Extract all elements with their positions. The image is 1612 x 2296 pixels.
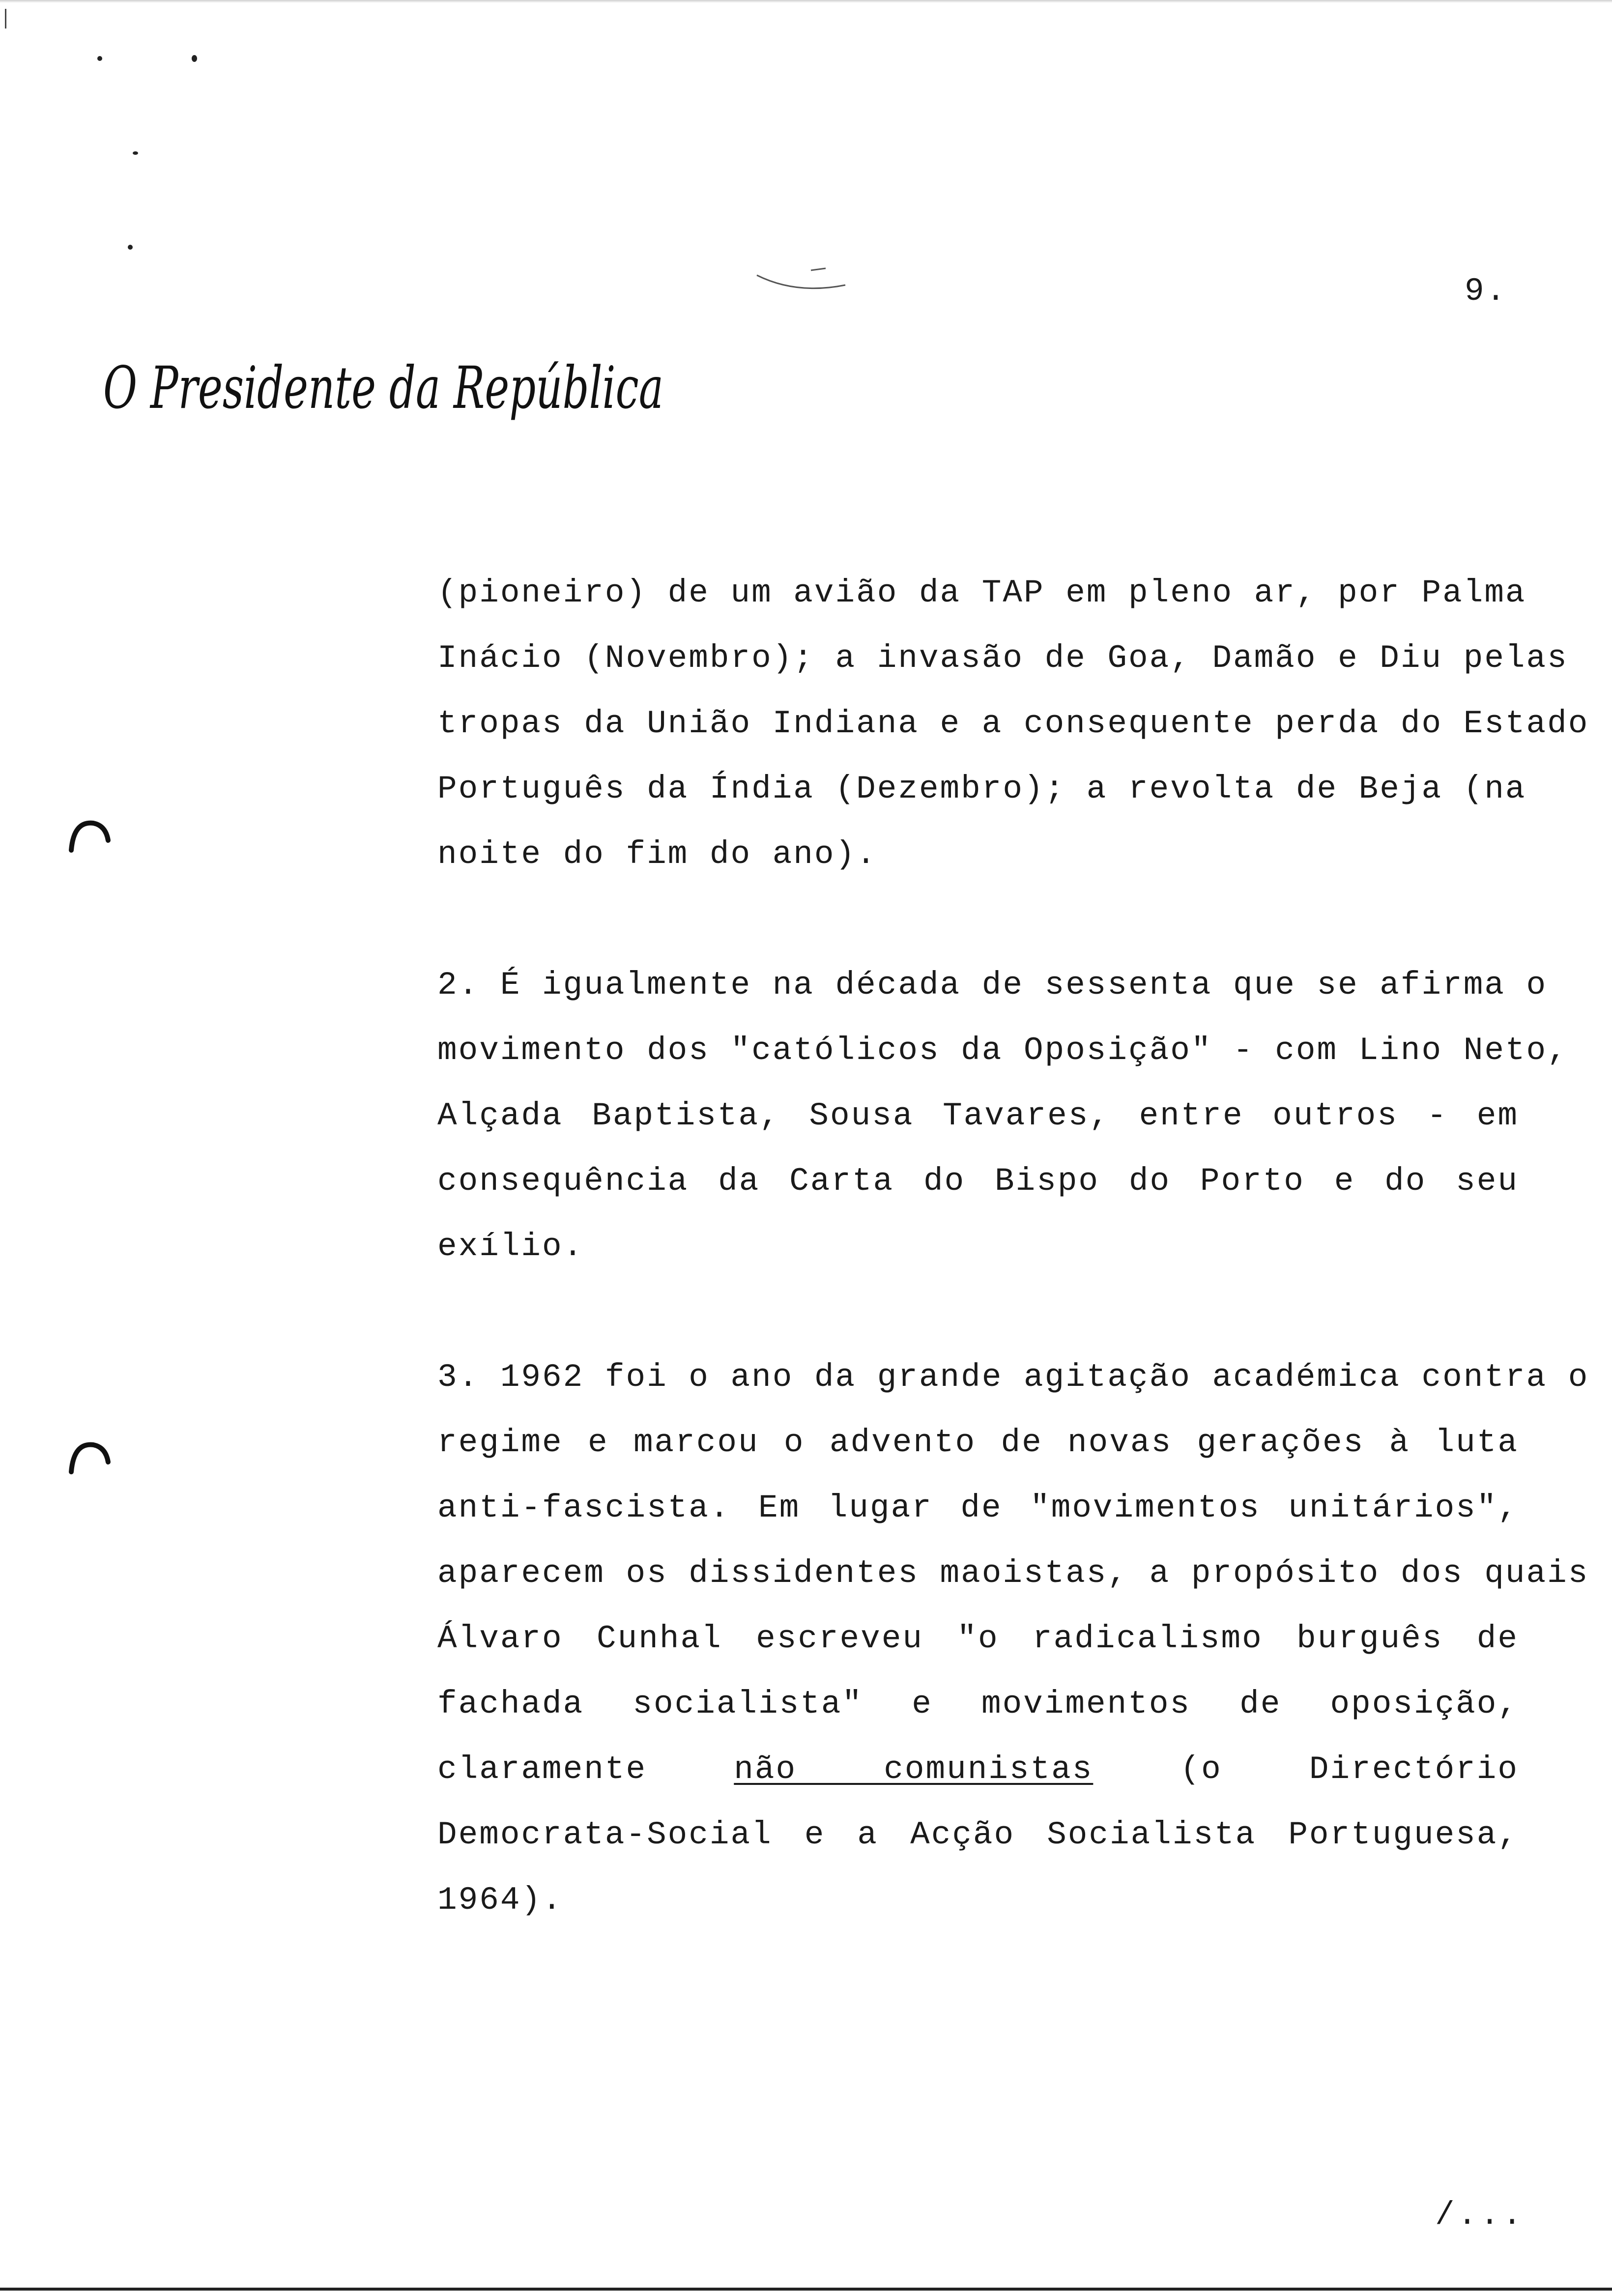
continuation-mark: /...: [1435, 2197, 1525, 2234]
underlined-phrase: não comunistas: [734, 1751, 1094, 1788]
text-line: Inácio (Novembro); a invasão de Goa, Damão e Diu pelas: [437, 640, 1568, 677]
punch-hole-mark: [64, 811, 113, 860]
text-line: exílio.: [437, 1228, 584, 1265]
scan-speck: [128, 245, 133, 250]
text-segment: claramente: [437, 1751, 734, 1788]
scan-top-edge: [0, 0, 1612, 3]
text-line: movimento dos "católicos da Oposição" - com Lino Neto,: [437, 1032, 1568, 1069]
text-line-underlined: [437, 1737, 1519, 1802]
paragraph-1: [437, 560, 1589, 887]
scan-speck: [97, 56, 102, 61]
text-line: Álvaro Cunhal escreveu "o radicalismo burguês de: [437, 1620, 1519, 1657]
text-line: consequência da Carta do Bispo do Porto e do seu: [437, 1163, 1519, 1200]
letter-body: [437, 560, 1589, 1933]
text-line: anti-fascista. Em lugar de "movimentos unitários",: [437, 1490, 1519, 1526]
text-line: noite do fim do ano).: [437, 836, 877, 873]
scan-mark: [5, 9, 6, 29]
text-line: Democrata-Social e a Acção Socialista Portuguesa,: [437, 1816, 1519, 1853]
text-line: 3. 1962 foi o ano da grande agitação académica contra o: [437, 1359, 1589, 1396]
page-number: 9.: [1465, 273, 1508, 310]
letterhead-text: O Presidente da República: [103, 354, 663, 422]
text-line: 2. É igualmente na década de sessenta que se afirma o: [437, 967, 1548, 1004]
text-line: fachada socialista" e movimentos de oposição,: [437, 1686, 1519, 1722]
letterhead-logo: [98, 349, 673, 442]
text-line: Alçada Baptista, Sousa Tavares, entre outros - em: [437, 1097, 1519, 1134]
text-line: aparecem os dissidentes maoistas, a propósito dos quais: [437, 1555, 1589, 1592]
text-line: 1964).: [437, 1882, 563, 1919]
scan-bottom-edge: [0, 2288, 1612, 2291]
paragraph-3: [437, 1345, 1589, 1933]
scan-speck: [192, 55, 197, 62]
text-line: Português da Índia (Dezembro); a revolta de Beja (na: [437, 771, 1526, 807]
text-line: (pioneiro) de um avião da TAP em pleno ar, por Palma: [437, 574, 1526, 611]
text-segment: (o Directório: [1093, 1751, 1519, 1788]
punch-hole-mark: [64, 1433, 113, 1482]
text-line: regime e marcou o advento de novas gerações à luta: [437, 1424, 1519, 1461]
paragraph-2: [437, 952, 1568, 1279]
text-line: tropas da União Indiana e a consequente perda do Estado: [437, 705, 1589, 742]
scan-smudge: [752, 265, 860, 305]
scan-speck: [133, 151, 138, 155]
